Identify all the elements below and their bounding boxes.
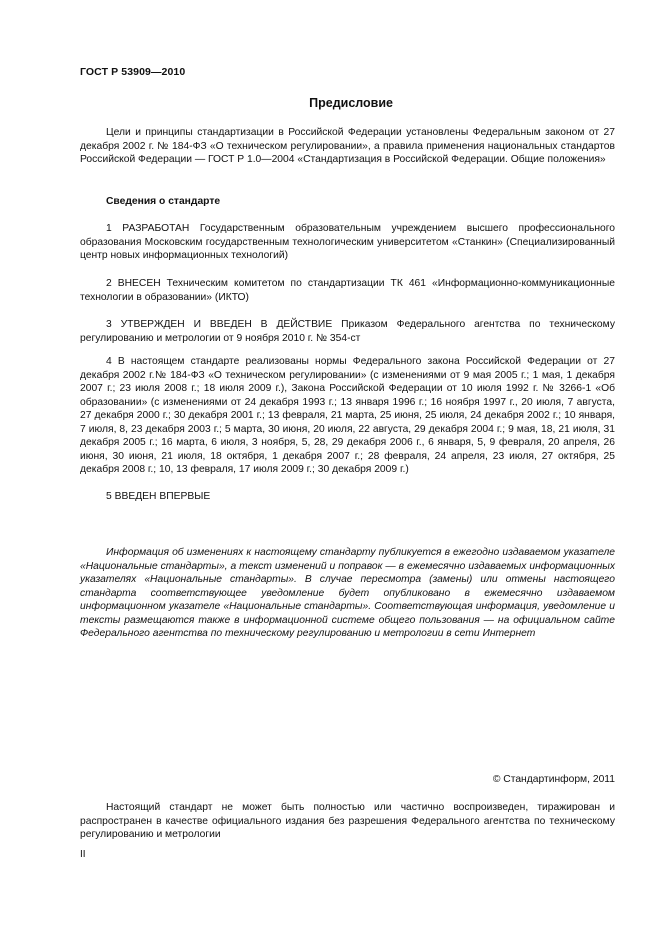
item-developed: 1 РАЗРАБОТАН Государственным образовательным учреждением высшего профессионального образования Московским государственным технологическим университетом «Станкин» (Специализированный центр новых информационных технологий) bbox=[80, 223, 615, 261]
section-heading: Сведения о стандарте bbox=[106, 196, 221, 207]
notice-paragraph: Информация об изменениях к настоящему стандарту публикуется в ежегодно издаваемом указателе «Национальные стандарты», а текст изменений и поправок — в ежемесячно издаваемых информационных указателях «Национальные стандарты». В случае пересмотра (замены) или отмены настоящего стандарта соответствующее уведомление будет опубликовано в ежемесячно издаваемом информационном указателе «Национальные стандарты». Соответствующая информация, уведомление и тексты размещаются также в информационной системе общего пользования — на официальном сайте Федерального агентства по техническому регулированию и метрологии в сети Интернет bbox=[80, 547, 615, 639]
item-first: 5 ВВЕДЕН ВПЕРВЫЕ bbox=[106, 491, 211, 502]
reproduction-paragraph: Настоящий стандарт не может быть полностью или частично воспроизведен, тиражирован и распространен в качестве официального издания без разрешения Федерального агентства по техническому регулированию и метрологии bbox=[80, 802, 615, 840]
document-code: ГОСТ Р 53909—2010 bbox=[80, 66, 186, 78]
intro-paragraph: Цели и принципы стандартизации в Российской Федерации установлены Федеральным законом от 27 декабря 2002 г. № 184-ФЗ «О техническом регулировании», а правила применения национальных стандартов Российской Федерации — ГОСТ Р 1.0—2004 «Стандартизация в Российской Федерации. Общие положения» bbox=[80, 127, 615, 165]
item-introduced: 2 ВНЕСЕН Техническим комитетом по стандартизации ТК 461 «Информационно-коммуникационные технологии в образовании» (ИКТО) bbox=[80, 278, 615, 303]
copyright-line: © Стандартинформ, 2011 bbox=[492, 774, 615, 785]
item-approved: 3 УТВЕРЖДЕН И ВВЕДЕН В ДЕЙСТВИЕ Приказом Федерального агентства по техническому регулированию и метрологии от 9 ноября 2010 г. № 354-ст bbox=[80, 319, 615, 344]
page-number: II bbox=[80, 849, 86, 860]
page-title: Предисловие bbox=[309, 96, 393, 110]
item-norms: 4 В настоящем стандарте реализованы нормы Федерального закона Российской Федерации от 27 декабря 2002 г.№ 184-ФЗ «О техническом регулировании» (с изменениями от 9 мая 2005 г.; 1 мая, 1 декабря 2007 г.; 23 июля 2008 г.; 18 июля 2009 г.), Закона Российской Федерации от 10 июля 1992 г. № 3266-1 «Об образовании» (с изменениями от 24 декабря 1993 г.; 13 января 1996 г.; 16 ноября 1997 г., 20 июля, 7 августа, 27 декабря 2000 г.; 30 декабря 2001 г.; 13 февраля, 21 марта, 25 июня, 25 июля, 24 декабря 2002 г.; 10 января, 7 июля, 8, 23 декабря 2003 г.; 5 марта, 30 июня, 20 июля, 22 августа, 29 декабря 2004 г.; 9 мая, 18, 21 июля, 31 декабря 2005 г.; 16 марта, 6 июля, 3 ноября, 5, 28, 29 декабря 2006 г., 6 января, 5, 9 февраля, 20 апреля, 26 июня, 30 июня, 21 июля, 18 октября, 1 декабря 2007 г.; 28 февраля, 24 апреля, 23 июля, 27 октября, 25 декабря 2008 г.; 10, 13 февраля, 17 июля 2009 г.; 30 декабря 2009 г.) bbox=[80, 356, 615, 475]
